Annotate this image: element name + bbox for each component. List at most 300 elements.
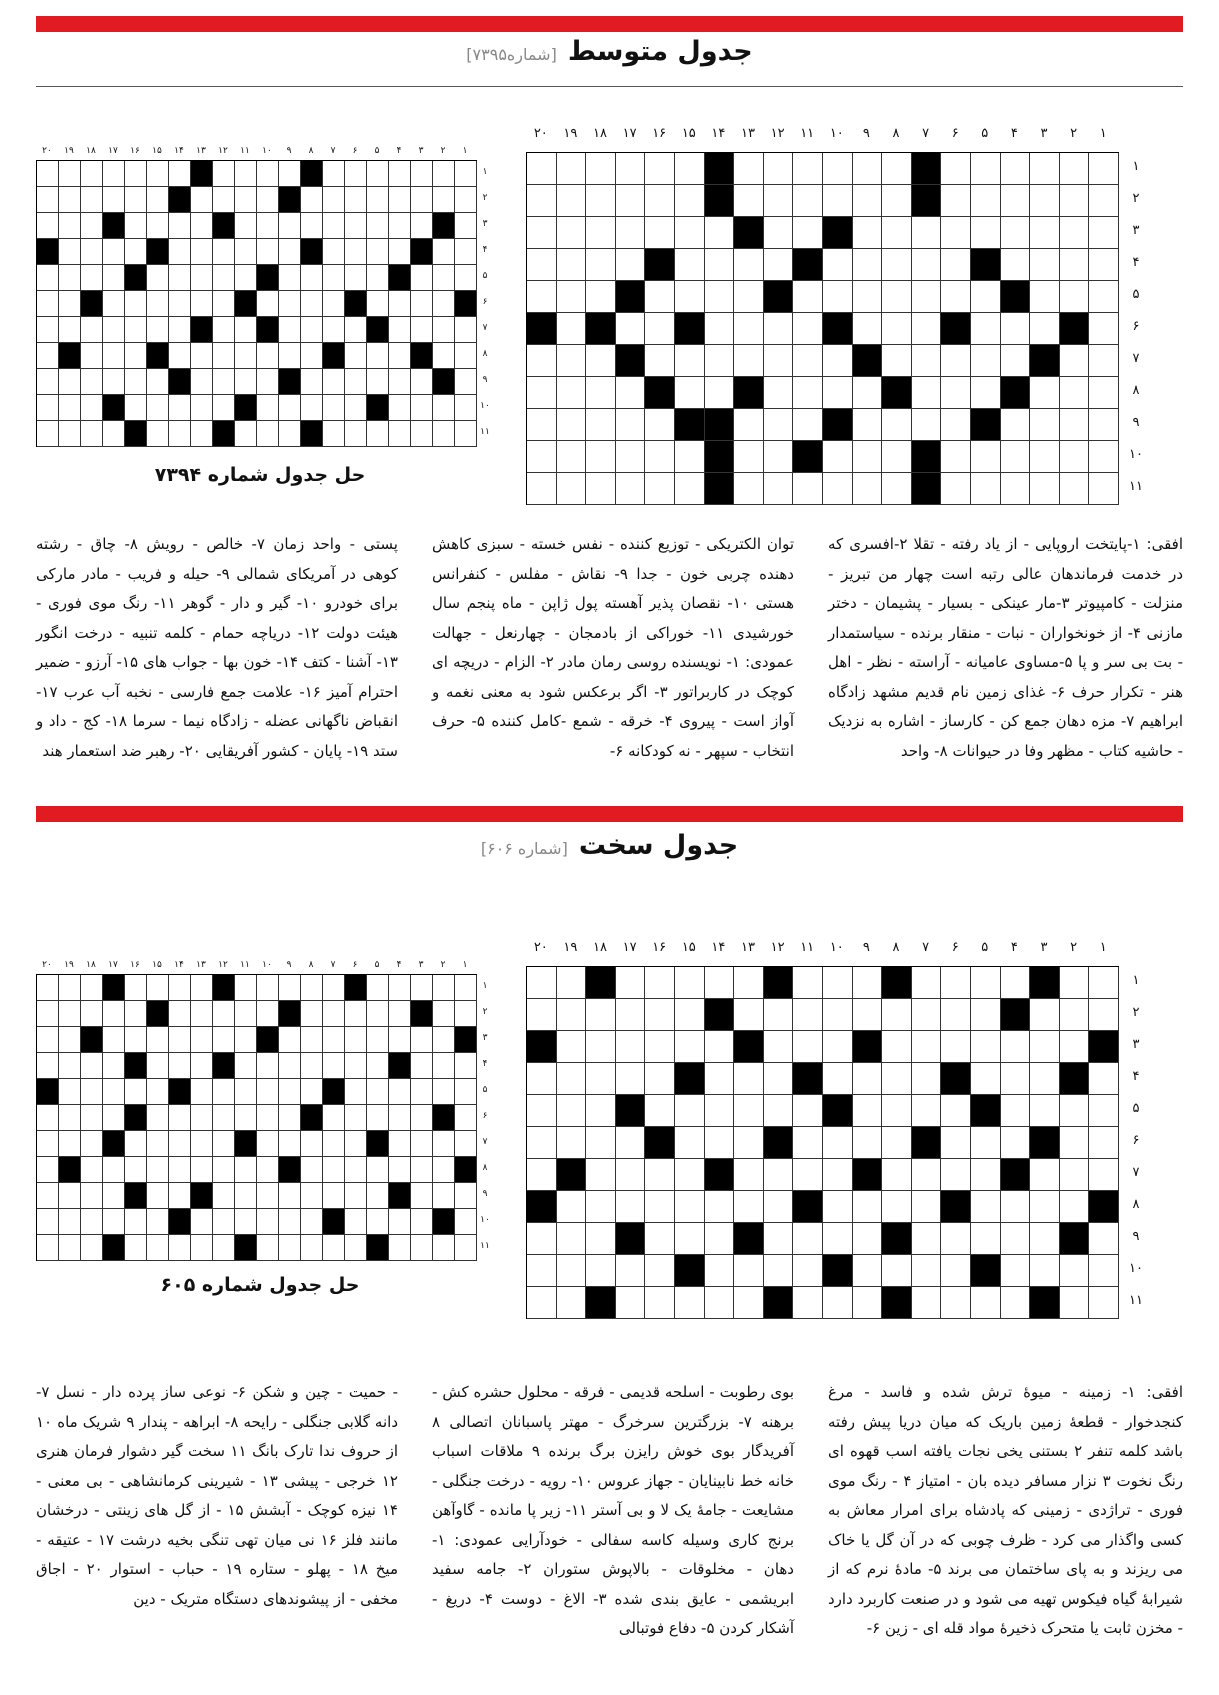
grid-cell bbox=[1060, 999, 1090, 1031]
grid-cell bbox=[941, 217, 971, 249]
grid-cell bbox=[59, 1183, 81, 1209]
grid-cell-black bbox=[345, 291, 367, 317]
grid-cell bbox=[882, 345, 912, 377]
grid-cell bbox=[37, 1053, 59, 1079]
grid-cell-black bbox=[823, 409, 853, 441]
grid-cell-black bbox=[705, 999, 735, 1031]
grid-cell bbox=[345, 1053, 367, 1079]
grid-cell-black bbox=[389, 1053, 411, 1079]
grid-cell bbox=[1030, 249, 1060, 281]
grid-cell bbox=[411, 265, 433, 291]
grid-cell bbox=[37, 1105, 59, 1131]
grid-cell bbox=[1001, 217, 1031, 249]
grid-cell-black bbox=[971, 1095, 1001, 1127]
grid-cell bbox=[734, 999, 764, 1031]
grid-cell bbox=[257, 395, 279, 421]
grid-cell bbox=[882, 1031, 912, 1063]
grid-cell bbox=[279, 975, 301, 1001]
grid-cell bbox=[235, 213, 257, 239]
column-number: ۴ bbox=[396, 960, 402, 970]
grid-cell bbox=[941, 249, 971, 281]
puzzle1-clues-left: پستی - واحد زمان ۷- خالص - رویش ۸- چاق - رشته کوهی در آمریکای شمالی ۹- حیله و فریب - مادر مارکی برای خودرو ۱۰- گیر و دار - گوهر ۱۱- رنگ موی فوری - هیئت دولت ۱۲- دریاچه حمام - کلمه تنبیه - درخت انگور ۱۳- آشنا - کتف ۱۴- خون بها - جواب های ۱۵- آرزو - ضمیر احترام آمیز ۱۶- علامت جمع فارسی - نخبه آب عرب ۱۷- انقباض ناگهانی عضله - زادگاه نیما - سرما ۱۸- کج - داد و ستد ۱۹- پایان - کشور آفریقایی ۲۰- رهبر ضد استعمار هند bbox=[36, 535, 398, 760]
row-number: ۸ bbox=[1132, 1197, 1140, 1212]
grid-cell bbox=[941, 473, 971, 505]
grid-cell-black bbox=[213, 213, 235, 239]
column-number: ۱ bbox=[1099, 126, 1107, 141]
grid-cell-black bbox=[235, 395, 257, 421]
column-number: ۱۱ bbox=[240, 146, 250, 156]
row-number: ۵ bbox=[482, 271, 488, 281]
grid-cell bbox=[169, 1235, 191, 1261]
grid-cell bbox=[823, 281, 853, 313]
grid-cell-black bbox=[323, 343, 345, 369]
grid-cell-black bbox=[705, 1159, 735, 1191]
column-number: ۱۳ bbox=[741, 940, 755, 955]
grid-cell-black bbox=[169, 369, 191, 395]
grid-cell-black bbox=[527, 1031, 557, 1063]
grid-cell bbox=[367, 421, 389, 447]
grid-cell bbox=[59, 1105, 81, 1131]
row-number: ۷ bbox=[1132, 351, 1140, 366]
grid-cell bbox=[103, 1157, 125, 1183]
grid-cell bbox=[367, 187, 389, 213]
grid-cell-black bbox=[586, 967, 616, 999]
grid-cell-black bbox=[103, 213, 125, 239]
grid-cell bbox=[616, 473, 646, 505]
grid-cell bbox=[433, 343, 455, 369]
grid-cell bbox=[1089, 1159, 1119, 1191]
grid-cell bbox=[37, 1131, 59, 1157]
column-number: ۷ bbox=[922, 126, 930, 141]
grid-cell bbox=[912, 1031, 942, 1063]
grid-cell bbox=[971, 377, 1001, 409]
grid-cell bbox=[323, 317, 345, 343]
grid-cell bbox=[734, 967, 764, 999]
grid-cell bbox=[645, 1287, 675, 1319]
grid-cell bbox=[125, 1209, 147, 1235]
grid-cell bbox=[301, 291, 323, 317]
grid-cell bbox=[191, 343, 213, 369]
grid-cell bbox=[411, 187, 433, 213]
grid-cell bbox=[1060, 377, 1090, 409]
grid-cell bbox=[645, 313, 675, 345]
grid-cell bbox=[527, 1127, 557, 1159]
grid-cell bbox=[81, 975, 103, 1001]
grid-cell bbox=[527, 1095, 557, 1127]
grid-cell bbox=[1030, 1191, 1060, 1223]
grid-cell bbox=[389, 1001, 411, 1027]
grid-cell bbox=[367, 975, 389, 1001]
grid-cell bbox=[323, 1131, 345, 1157]
grid-cell bbox=[191, 1001, 213, 1027]
grid-cell-black bbox=[323, 1079, 345, 1105]
grid-cell-black bbox=[853, 1031, 883, 1063]
grid-cell-black bbox=[823, 313, 853, 345]
grid-cell bbox=[59, 975, 81, 1001]
grid-cell bbox=[1060, 153, 1090, 185]
grid-cell bbox=[279, 1183, 301, 1209]
grid-cell bbox=[557, 1127, 587, 1159]
grid-cell bbox=[853, 999, 883, 1031]
grid-cell bbox=[527, 1255, 557, 1287]
grid-cell bbox=[1089, 1287, 1119, 1319]
grid-cell bbox=[279, 239, 301, 265]
grid-cell bbox=[411, 421, 433, 447]
grid-cell bbox=[323, 975, 345, 1001]
grid-cell bbox=[455, 1235, 477, 1261]
grid-cell bbox=[705, 313, 735, 345]
grid-cell bbox=[734, 1063, 764, 1095]
grid-cell bbox=[912, 1191, 942, 1223]
grid-cell-black bbox=[257, 1027, 279, 1053]
grid-cell bbox=[323, 395, 345, 421]
grid-cell bbox=[191, 1027, 213, 1053]
grid-cell bbox=[1089, 345, 1119, 377]
grid-cell-black bbox=[941, 313, 971, 345]
grid-cell bbox=[764, 1159, 794, 1191]
grid-cell-black bbox=[764, 1287, 794, 1319]
grid-cell bbox=[301, 975, 323, 1001]
grid-cell bbox=[213, 343, 235, 369]
column-number: ۵ bbox=[981, 940, 989, 955]
grid-cell bbox=[279, 395, 301, 421]
grid-cell bbox=[213, 1157, 235, 1183]
grid-cell-black bbox=[147, 343, 169, 369]
row-number: ۸ bbox=[482, 349, 488, 359]
grid-cell bbox=[527, 249, 557, 281]
grid-cell bbox=[169, 1001, 191, 1027]
column-number: ۱۶ bbox=[652, 940, 667, 955]
grid-cell bbox=[882, 313, 912, 345]
grid-cell bbox=[213, 1235, 235, 1261]
grid-cell bbox=[734, 1159, 764, 1191]
grid-cell bbox=[557, 473, 587, 505]
column-number: ۲۰ bbox=[42, 146, 52, 156]
grid-cell bbox=[345, 395, 367, 421]
grid-cell bbox=[103, 421, 125, 447]
row-number: ۲ bbox=[482, 193, 488, 203]
grid-cell bbox=[912, 249, 942, 281]
grid-cell bbox=[734, 409, 764, 441]
grid-cell bbox=[1001, 1223, 1031, 1255]
grid-cell bbox=[971, 313, 1001, 345]
grid-cell bbox=[345, 161, 367, 187]
grid-cell bbox=[147, 161, 169, 187]
grid-cell bbox=[411, 213, 433, 239]
grid-cell bbox=[323, 1235, 345, 1261]
grid-cell bbox=[257, 1235, 279, 1261]
grid-cell bbox=[853, 281, 883, 313]
column-number: ۴ bbox=[1010, 940, 1018, 955]
column-number: ۱۸ bbox=[86, 960, 96, 970]
column-number: ۱۸ bbox=[593, 940, 607, 955]
grid-cell bbox=[1001, 1031, 1031, 1063]
grid-cell-black bbox=[169, 187, 191, 213]
grid-cell bbox=[301, 1235, 323, 1261]
grid-cell bbox=[125, 239, 147, 265]
grid-cell bbox=[527, 1159, 557, 1191]
grid-cell bbox=[1089, 473, 1119, 505]
grid-cell bbox=[616, 1127, 646, 1159]
column-number: ۳ bbox=[1040, 126, 1048, 141]
row-number: ۶ bbox=[482, 297, 488, 307]
column-number: ۱۹ bbox=[563, 940, 578, 955]
grid-cell-black bbox=[586, 1287, 616, 1319]
grid-cell-black bbox=[279, 187, 301, 213]
grid-cell bbox=[557, 999, 587, 1031]
grid-cell bbox=[213, 1209, 235, 1235]
grid-cell bbox=[675, 473, 705, 505]
puzzle1-title: جدول متوسط bbox=[567, 36, 753, 67]
column-number: ۱۶ bbox=[130, 146, 140, 156]
grid-cell bbox=[389, 1209, 411, 1235]
grid-cell-black bbox=[279, 1001, 301, 1027]
row-number: ۶ bbox=[1132, 319, 1140, 334]
grid-cell bbox=[912, 345, 942, 377]
grid-cell bbox=[213, 1131, 235, 1157]
grid-cell bbox=[853, 185, 883, 217]
grid-cell bbox=[1001, 1191, 1031, 1223]
grid-cell bbox=[213, 239, 235, 265]
grid-cell bbox=[367, 1157, 389, 1183]
grid-cell-black bbox=[1060, 1223, 1090, 1255]
grid-cell bbox=[367, 1053, 389, 1079]
grid-cell bbox=[1030, 473, 1060, 505]
grid-cell bbox=[279, 213, 301, 239]
column-number: ۷ bbox=[330, 146, 336, 156]
grid-cell bbox=[59, 187, 81, 213]
solution2-caption: حل جدول شماره ۶۰۵ bbox=[160, 1274, 360, 1296]
grid-cell bbox=[764, 409, 794, 441]
grid-cell bbox=[455, 239, 477, 265]
grid-cell bbox=[235, 369, 257, 395]
grid-cell bbox=[411, 975, 433, 1001]
column-number: ۸ bbox=[892, 126, 900, 141]
grid-cell bbox=[793, 1127, 823, 1159]
row-number: ۱۰ bbox=[480, 1215, 490, 1225]
grid-cell bbox=[557, 967, 587, 999]
row-number: ۳ bbox=[482, 219, 488, 229]
grid-cell bbox=[645, 153, 675, 185]
grid-cell bbox=[147, 1105, 169, 1131]
grid-cell bbox=[971, 1223, 1001, 1255]
grid-cell bbox=[59, 1079, 81, 1105]
grid-cell-black bbox=[103, 975, 125, 1001]
grid-cell bbox=[191, 1105, 213, 1131]
grid-cell bbox=[389, 1235, 411, 1261]
grid-cell bbox=[912, 999, 942, 1031]
grid-cell bbox=[37, 369, 59, 395]
grid-cell bbox=[213, 317, 235, 343]
grid-cell bbox=[257, 1209, 279, 1235]
grid-cell bbox=[345, 1183, 367, 1209]
grid-cell bbox=[323, 161, 345, 187]
grid-cell bbox=[586, 249, 616, 281]
column-number: ۸ bbox=[892, 940, 900, 955]
grid-cell-black bbox=[433, 369, 455, 395]
grid-cell bbox=[971, 1159, 1001, 1191]
grid-cell bbox=[411, 317, 433, 343]
column-number: ۳ bbox=[418, 146, 424, 156]
grid-cell bbox=[971, 1063, 1001, 1095]
grid-cell bbox=[235, 317, 257, 343]
grid-cell bbox=[1030, 441, 1060, 473]
grid-cell-black bbox=[882, 1287, 912, 1319]
grid-cell bbox=[823, 1127, 853, 1159]
grid-cell bbox=[433, 1157, 455, 1183]
grid-cell bbox=[764, 377, 794, 409]
grid-cell bbox=[971, 1031, 1001, 1063]
grid-cell bbox=[279, 1209, 301, 1235]
grid-cell bbox=[557, 1063, 587, 1095]
grid-cell bbox=[37, 421, 59, 447]
grid-cell bbox=[793, 1095, 823, 1127]
grid-cell bbox=[59, 1027, 81, 1053]
grid-cell bbox=[1089, 249, 1119, 281]
puzzle2-clues-middle: بوی رطوبت - اسلحه قدیمی - فرقه - محلول حشره کش - برهنه ۷- بزرگترین سرخرگ - مهتر پاسبانان اتصالی ۸ آفریدگار بوی خوش رایزن برگ برنده ۹ ملاقات اسباب خانه خط نابینایان - جهاز عروس ۱۰- رویه - درخت جنگلی - مشایعت - جامهٔ یک لا و بی آستر ۱۱- زیر پا مانده - گاوآهن برنج کاری وسیله کاسه سفالی - خودآرایی عمودی: ۱- دهان - مخلوقات - بالاپوش ستوران ۲- جامه سفید ابریشمی - عایق بندی شده ۳- الاغ - دوست ۴- دریغ - آشکار کردن ۵- دفاع فوتبالی bbox=[432, 1383, 794, 1637]
row-number: ۴ bbox=[1132, 255, 1140, 270]
grid-cell bbox=[59, 291, 81, 317]
grid-cell bbox=[616, 1063, 646, 1095]
grid-cell-black bbox=[645, 249, 675, 281]
grid-cell bbox=[941, 1223, 971, 1255]
puzzle2-header bbox=[36, 830, 1183, 861]
column-number: ۱ bbox=[1099, 940, 1107, 955]
grid-cell-black bbox=[616, 281, 646, 313]
grid-cell bbox=[1030, 281, 1060, 313]
grid-cell bbox=[527, 409, 557, 441]
grid-cell bbox=[675, 377, 705, 409]
grid-cell bbox=[1060, 1255, 1090, 1287]
grid-cell bbox=[1060, 185, 1090, 217]
grid-cell bbox=[81, 1131, 103, 1157]
grid-cell bbox=[853, 1191, 883, 1223]
row-number: ۱۱ bbox=[480, 1241, 490, 1251]
grid-cell bbox=[823, 473, 853, 505]
grid-cell bbox=[734, 1095, 764, 1127]
grid-cell bbox=[301, 1053, 323, 1079]
grid-cell bbox=[345, 1157, 367, 1183]
grid-cell bbox=[147, 1079, 169, 1105]
puzzle1-rule bbox=[36, 86, 1183, 87]
grid-cell bbox=[734, 249, 764, 281]
column-number: ۱۴ bbox=[711, 940, 726, 955]
grid-cell bbox=[557, 1191, 587, 1223]
grid-cell bbox=[675, 1223, 705, 1255]
grid-cell bbox=[455, 1131, 477, 1157]
grid-cell bbox=[616, 377, 646, 409]
grid-cell bbox=[941, 409, 971, 441]
grid-cell-black bbox=[59, 1157, 81, 1183]
grid-cell-black bbox=[455, 291, 477, 317]
grid-cell-black bbox=[616, 345, 646, 377]
grid-cell bbox=[912, 1095, 942, 1127]
grid-cell bbox=[823, 185, 853, 217]
grid-cell bbox=[734, 1287, 764, 1319]
grid-cell bbox=[389, 187, 411, 213]
grid-cell bbox=[191, 1053, 213, 1079]
grid-cell bbox=[645, 1095, 675, 1127]
grid-cell bbox=[257, 421, 279, 447]
column-number: ۱۰ bbox=[262, 960, 272, 970]
grid-cell bbox=[37, 213, 59, 239]
grid-cell bbox=[257, 239, 279, 265]
grid-cell bbox=[1030, 1255, 1060, 1287]
grid-cell-black bbox=[705, 473, 735, 505]
grid-cell-black bbox=[147, 1001, 169, 1027]
grid-cell-black bbox=[705, 441, 735, 473]
grid-cell bbox=[1001, 441, 1031, 473]
grid-cell bbox=[645, 473, 675, 505]
row-number: ۲ bbox=[1132, 1005, 1140, 1020]
row-number: ۹ bbox=[1132, 1229, 1140, 1244]
grid-cell-black bbox=[912, 1127, 942, 1159]
grid-cell bbox=[912, 377, 942, 409]
grid-cell bbox=[213, 291, 235, 317]
grid-cell-black bbox=[125, 1183, 147, 1209]
grid-cell bbox=[125, 291, 147, 317]
row-number: ۱۰ bbox=[1129, 447, 1143, 462]
grid-cell bbox=[389, 395, 411, 421]
grid-cell bbox=[882, 1127, 912, 1159]
column-number: ۱۲ bbox=[770, 126, 785, 141]
grid-cell bbox=[59, 317, 81, 343]
grid-cell bbox=[411, 1209, 433, 1235]
grid-cell bbox=[147, 1235, 169, 1261]
grid-cell bbox=[301, 317, 323, 343]
column-number: ۲۰ bbox=[533, 940, 548, 955]
grid-cell bbox=[59, 1053, 81, 1079]
grid-cell bbox=[433, 421, 455, 447]
grid-cell bbox=[853, 1255, 883, 1287]
grid-cell bbox=[705, 1063, 735, 1095]
grid-cell bbox=[103, 239, 125, 265]
grid-cell bbox=[645, 1063, 675, 1095]
grid-cell bbox=[37, 975, 59, 1001]
grid-cell bbox=[1060, 217, 1090, 249]
grid-cell bbox=[235, 1079, 257, 1105]
grid-cell bbox=[279, 161, 301, 187]
grid-cell-black bbox=[527, 313, 557, 345]
grid-cell bbox=[616, 313, 646, 345]
grid-cell bbox=[125, 317, 147, 343]
grid-cell bbox=[169, 1131, 191, 1157]
grid-cell-black bbox=[455, 1157, 477, 1183]
grid-cell-black bbox=[912, 185, 942, 217]
grid-cell bbox=[586, 1095, 616, 1127]
grid-cell bbox=[411, 395, 433, 421]
grid-cell bbox=[734, 1127, 764, 1159]
column-number: ۶ bbox=[352, 960, 358, 970]
grid-cell bbox=[941, 1159, 971, 1191]
grid-cell bbox=[389, 1027, 411, 1053]
grid-cell bbox=[323, 1105, 345, 1131]
grid-cell bbox=[103, 1079, 125, 1105]
grid-cell bbox=[1089, 441, 1119, 473]
grid-cell bbox=[1060, 441, 1090, 473]
grid-cell bbox=[301, 1027, 323, 1053]
grid-cell bbox=[301, 395, 323, 421]
grid-cell-black bbox=[675, 409, 705, 441]
grid-cell bbox=[557, 1255, 587, 1287]
grid-cell bbox=[853, 1063, 883, 1095]
grid-cell bbox=[279, 1027, 301, 1053]
grid-cell bbox=[823, 1191, 853, 1223]
grid-cell bbox=[301, 187, 323, 213]
row-number: ۴ bbox=[482, 245, 488, 255]
grid-cell bbox=[557, 217, 587, 249]
grid-cell bbox=[1001, 1063, 1031, 1095]
